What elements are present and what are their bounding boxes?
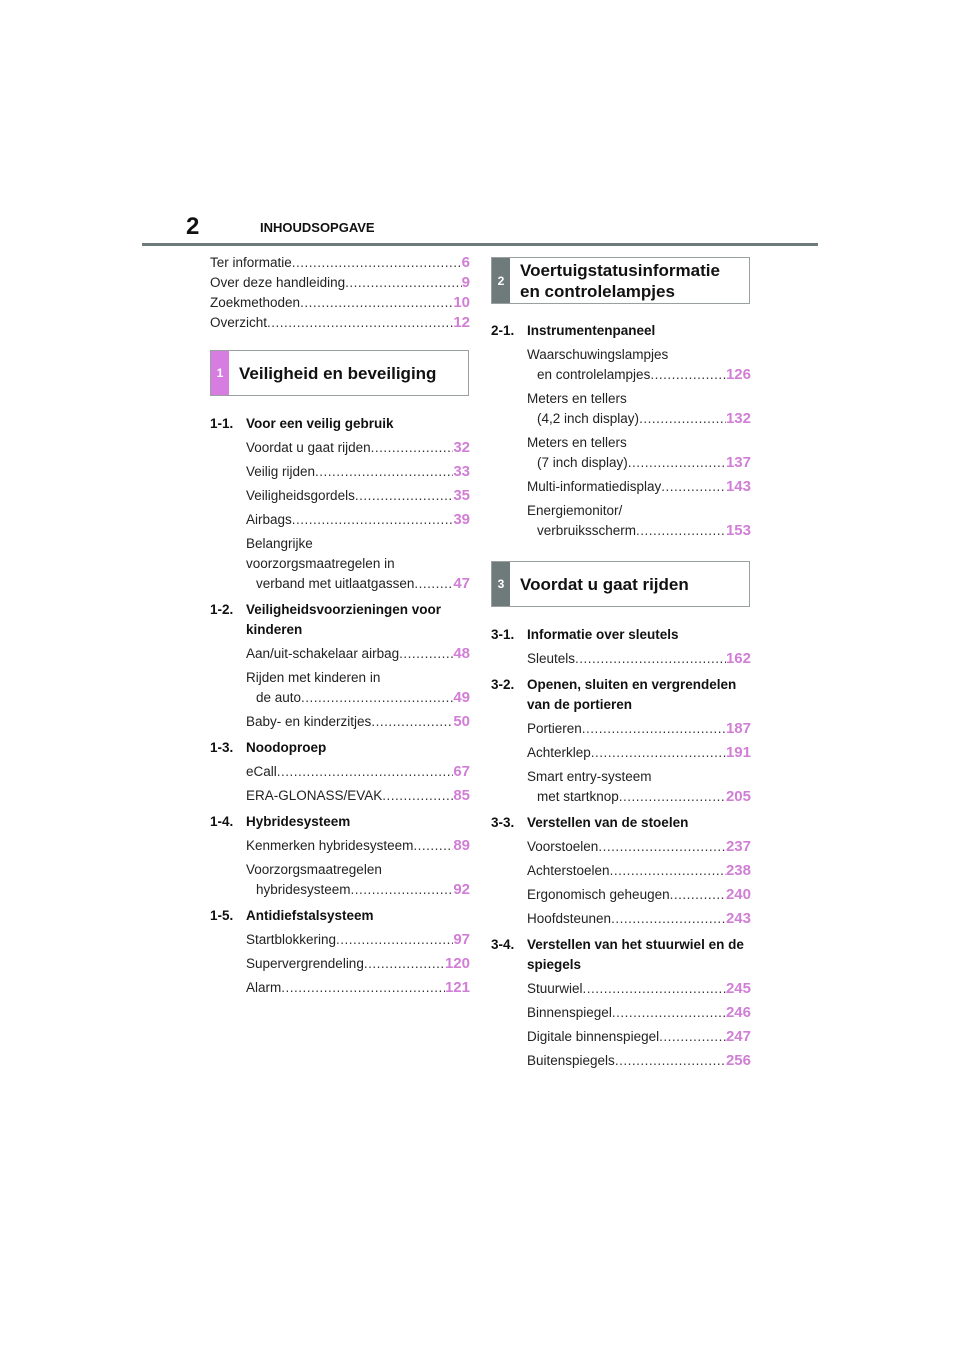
entry-title: Voorstoelen (527, 839, 599, 854)
toc-entry-block (527, 885, 751, 905)
toc-entry-block (527, 345, 751, 385)
chapter-3 (491, 561, 751, 1071)
section-number: 1-3. (210, 740, 234, 755)
chapter-tab: 2 (492, 258, 510, 303)
toc-entry[interactable] (246, 644, 470, 664)
section-heading[interactable] (210, 906, 470, 926)
entry-title: Digitale binnenspiegel (527, 1029, 660, 1044)
entry-title: Portieren (527, 721, 582, 736)
section-number: 1-2. (210, 602, 234, 617)
entry-page-number[interactable]: 245 (725, 980, 751, 997)
section-number: 1-5. (210, 908, 234, 923)
toc-entry[interactable] (246, 574, 470, 594)
entry-page-number[interactable]: 89 (453, 837, 470, 854)
entry-page-number[interactable]: 48 (453, 645, 470, 662)
entry-title: Voordat u gaat rijden (246, 440, 371, 455)
dot-leader (661, 477, 726, 497)
toc-entry-block (246, 954, 470, 974)
toc-entry-block (527, 477, 751, 497)
entry-title: verband met uitlaatgassen (256, 576, 415, 591)
section-title: Instrumentenpaneel (527, 323, 656, 338)
dot-leader (612, 1003, 726, 1023)
toc-entry-block (527, 501, 751, 541)
entry-title: Alarm (246, 980, 282, 995)
toc-entry-block (246, 786, 470, 806)
entry-page-number[interactable]: 240 (725, 886, 751, 903)
toc-entry-block (246, 668, 470, 708)
entry-page-number[interactable]: 238 (725, 862, 751, 879)
toc-entry-block (246, 930, 470, 950)
entry-title: Achterstoelen (527, 863, 610, 878)
entry-page-number[interactable]: 137 (725, 454, 751, 471)
entry-page-number[interactable]: 256 (725, 1052, 751, 1069)
entry-title: ERA-GLONASS/EVAK (246, 788, 383, 803)
toc-column-left (210, 253, 470, 998)
toc-entry-block (246, 978, 470, 998)
section-title: Antidiefstalsysteem (246, 908, 374, 923)
dot-leader (399, 644, 453, 664)
toc-entry[interactable] (527, 1027, 751, 1047)
entry-title: de auto (256, 690, 302, 705)
toc-column-right (491, 257, 751, 1071)
toc-entry-block (246, 860, 470, 900)
entry-title-line: Waarschuwingslampjes (527, 347, 669, 362)
toc-entry[interactable] (527, 743, 751, 763)
dot-leader (277, 762, 454, 782)
dot-leader (575, 649, 726, 669)
entry-page-number[interactable]: 32 (453, 439, 470, 456)
dot-leader (639, 409, 726, 429)
entry-page-number[interactable]: 121 (444, 979, 470, 996)
section-title: Verstellen van het stuurwiel en de spiegels (527, 937, 744, 972)
section-heading[interactable] (210, 812, 470, 832)
dot-leader (628, 453, 726, 473)
dot-leader (292, 253, 462, 273)
toc-entry[interactable] (527, 979, 751, 999)
intro-list (210, 253, 470, 333)
toc-entry-block (527, 1027, 751, 1047)
entry-title-line: Rijden met kinderen in (246, 670, 381, 685)
chapter-title: Voordat u gaat rijden (520, 574, 689, 594)
toc-entry[interactable] (246, 954, 470, 974)
entry-title: verbruiksscherm (537, 523, 637, 538)
section-title: Noodoproep (246, 740, 327, 755)
section-heading[interactable] (491, 625, 751, 645)
dot-leader (414, 574, 453, 594)
toc-entry[interactable] (527, 787, 751, 807)
section-number: 2-1. (491, 323, 515, 338)
toc-entry[interactable] (246, 486, 470, 506)
entry-title: met startknop (537, 789, 619, 804)
section-heading[interactable] (210, 600, 470, 640)
entry-page-number[interactable]: 153 (725, 522, 751, 539)
dot-leader (611, 909, 726, 929)
entry-title: hybridesysteem (256, 882, 351, 897)
entry-title: Multi-informatiedisplay (527, 479, 662, 494)
toc-entry[interactable] (527, 719, 751, 739)
entry-page-number[interactable]: 143 (725, 478, 751, 495)
dot-leader (292, 510, 454, 530)
toc-entry[interactable] (246, 462, 470, 482)
dot-leader (345, 273, 462, 293)
toc-entry-block (527, 1003, 751, 1023)
toc-entry-block (246, 712, 470, 732)
entry-title: (7 inch display) (537, 455, 628, 470)
dot-leader (619, 787, 726, 807)
toc-entry[interactable] (210, 253, 470, 273)
chapter-tab: 1 (211, 351, 229, 395)
section-title: Openen, sluiten en vergrendelen van de portieren (527, 677, 737, 712)
dot-leader (636, 521, 726, 541)
toc-entry-block (246, 486, 470, 506)
entry-title-line: Belangrijke (246, 536, 313, 551)
entry-title: Zoekmethoden (210, 295, 301, 310)
entry-title: Sleutels (527, 651, 576, 666)
entry-page-number[interactable]: 92 (453, 881, 470, 898)
entry-page-number[interactable]: 10 (453, 294, 470, 311)
dot-leader (315, 462, 453, 482)
entry-page-number[interactable]: 120 (444, 955, 470, 972)
toc-entry[interactable] (527, 861, 751, 881)
section-title: Hybridesysteem (246, 814, 351, 829)
entry-page-number[interactable]: 39 (453, 511, 470, 528)
dot-leader (582, 719, 726, 739)
dot-leader (371, 712, 453, 732)
dot-leader (336, 930, 453, 950)
toc-entry-block (246, 534, 470, 594)
toc-entry-block (527, 979, 751, 999)
entry-page-number[interactable]: 97 (453, 931, 470, 948)
toc-entry[interactable] (210, 293, 470, 313)
entry-page-number[interactable]: 126 (725, 366, 751, 383)
chapter-box (491, 257, 750, 304)
dot-leader (583, 979, 726, 999)
entry-page-number[interactable]: 246 (725, 1004, 751, 1021)
section-number: 3-1. (491, 627, 515, 642)
dot-leader (659, 1027, 726, 1047)
section-heading[interactable] (491, 321, 751, 341)
section-number: 3-4. (491, 937, 515, 952)
entry-page-number[interactable]: 243 (725, 910, 751, 927)
toc-entry-block (527, 743, 751, 763)
entry-page-number[interactable]: 67 (453, 763, 470, 780)
dot-leader (301, 688, 453, 708)
toc-entry[interactable] (246, 978, 470, 998)
toc-entry-block (527, 389, 751, 429)
entry-title: Startblokkering (246, 932, 337, 947)
entry-title: en controlelampjes (537, 367, 651, 382)
entry-page-number[interactable]: 162 (725, 650, 751, 667)
toc-entry[interactable] (210, 313, 470, 333)
entry-title-line: Energiemonitor/ (527, 503, 623, 518)
entry-title: Ergonomisch geheugen (527, 887, 670, 902)
dot-leader (591, 743, 726, 763)
toc-entry[interactable] (246, 762, 470, 782)
toc-entry[interactable] (246, 712, 470, 732)
section-title: Informatie over sleutels (527, 627, 679, 642)
toc-entry-block (246, 438, 470, 458)
section-heading[interactable] (491, 675, 751, 715)
toc-entry[interactable] (527, 1051, 751, 1071)
entry-page-number[interactable]: 12 (453, 314, 470, 331)
dot-leader (382, 786, 453, 806)
entry-title: Supervergrendeling (246, 956, 364, 971)
toc-entry[interactable] (527, 365, 751, 385)
toc-entry-block (527, 837, 751, 857)
dot-leader (300, 293, 453, 313)
entry-title: Stuurwiel (527, 981, 583, 996)
toc-entry[interactable] (527, 885, 751, 905)
dot-leader (351, 880, 454, 900)
toc-entry[interactable] (527, 453, 751, 473)
chapter-box (491, 561, 750, 607)
entry-title-line: voorzorgsmaatregelen in (246, 556, 395, 571)
toc-entry-block (246, 644, 470, 664)
entry-title: Aan/uit-schakelaar airbag (246, 646, 400, 661)
entry-page-number[interactable]: 191 (725, 744, 751, 761)
entry-title: Overzicht (210, 315, 268, 330)
toc-entry-block (527, 909, 751, 929)
entry-page-number[interactable]: 132 (725, 410, 751, 427)
toc-entry-block (246, 510, 470, 530)
chapter-tab: 3 (492, 562, 510, 606)
section-title: Verstellen van de stoelen (527, 815, 689, 830)
toc-entry[interactable] (246, 510, 470, 530)
toc-entry[interactable] (210, 273, 470, 293)
dot-leader (615, 1051, 726, 1071)
entry-title: Ter informatie (210, 255, 292, 270)
running-title: INHOUDSOPGAVE (260, 220, 375, 235)
entry-title: eCall (246, 764, 277, 779)
toc-entry-block (527, 861, 751, 881)
entry-title-line: Voorzorgsmaatregelen (246, 862, 382, 877)
entry-page-number[interactable]: 9 (461, 274, 470, 291)
toc-entry[interactable] (527, 1003, 751, 1023)
section-title: Voor een veilig gebruik (246, 416, 394, 431)
entry-page-number[interactable]: 6 (461, 254, 470, 271)
section-heading[interactable] (210, 738, 470, 758)
entry-title: Hoofdsteunen (527, 911, 612, 926)
entry-title: Veiligheidsgordels (246, 488, 355, 503)
entry-page-number[interactable]: 187 (725, 720, 751, 737)
dot-leader (364, 954, 445, 974)
chapter-1 (210, 350, 470, 998)
entry-page-number[interactable]: 49 (453, 689, 470, 706)
toc-entry-block (527, 719, 751, 739)
entry-title: Airbags (246, 512, 292, 527)
toc-entry[interactable] (246, 786, 470, 806)
entry-title: Baby- en kinderzitjes (246, 714, 372, 729)
section-heading[interactable] (491, 813, 751, 833)
toc-entry[interactable] (527, 909, 751, 929)
toc-entry[interactable] (246, 880, 470, 900)
entry-title: Veilig rijden (246, 464, 316, 479)
entry-page-number[interactable]: 237 (725, 838, 751, 855)
entry-title: Buitenspiegels (527, 1053, 615, 1068)
toc-entry[interactable] (527, 477, 751, 497)
section-number: 1-4. (210, 814, 234, 829)
dot-leader (413, 836, 453, 856)
section-heading[interactable] (210, 414, 470, 434)
toc-entry[interactable] (527, 649, 751, 669)
entry-page-number[interactable]: 47 (453, 575, 470, 592)
toc-entry[interactable] (246, 836, 470, 856)
chapter-box (210, 350, 469, 396)
entry-title: Over deze handleiding (210, 275, 346, 290)
entry-title-line: Meters en tellers (527, 391, 627, 406)
entry-title: Binnenspiegel (527, 1005, 612, 1020)
toc-entry[interactable] (527, 409, 751, 429)
page-number: 2 (186, 213, 200, 240)
section-number: 1-1. (210, 416, 234, 431)
toc-entry-block (246, 462, 470, 482)
toc-entry-block (527, 649, 751, 669)
section-heading[interactable] (491, 935, 751, 975)
section-number: 3-3. (491, 815, 515, 830)
entry-title: Kenmerken hybridesysteem (246, 838, 414, 853)
toc-entry[interactable] (246, 930, 470, 950)
header-rule (142, 243, 818, 246)
entry-page-number[interactable]: 50 (453, 713, 470, 730)
entry-title-line: Meters en tellers (527, 435, 627, 450)
toc-entry-block (527, 1051, 751, 1071)
section-number: 3-2. (491, 677, 515, 692)
entry-title: Achterklep (527, 745, 591, 760)
dot-leader (267, 313, 453, 333)
entry-page-number[interactable]: 33 (453, 463, 470, 480)
dot-leader (610, 861, 726, 881)
chapter-title: Veiligheid en beveiliging (239, 363, 437, 383)
dot-leader (371, 438, 454, 458)
dot-leader (281, 978, 445, 998)
toc-entry-block (246, 836, 470, 856)
toc-entry-block (246, 762, 470, 782)
entry-page-number[interactable]: 35 (453, 487, 470, 504)
entry-title-line: Smart entry-systeem (527, 769, 652, 784)
dot-leader (355, 486, 453, 506)
dot-leader (650, 365, 726, 385)
toc-entry[interactable] (246, 688, 470, 708)
entry-page-number[interactable]: 247 (725, 1028, 751, 1045)
dot-leader (670, 885, 726, 905)
entry-page-number[interactable]: 85 (453, 787, 470, 804)
chapter-2 (491, 257, 751, 541)
toc-entry[interactable] (527, 837, 751, 857)
toc-entry[interactable] (246, 438, 470, 458)
chapter-title: Voertuigstatusinformatie en controlelampjes (520, 260, 720, 301)
section-title: Veiligheidsvoorzieningen voor kinderen (246, 602, 442, 637)
toc-entry-block (527, 433, 751, 473)
entry-page-number[interactable]: 205 (725, 788, 751, 805)
toc-entry-block (527, 767, 751, 807)
dot-leader (598, 837, 726, 857)
entry-title: (4,2 inch display) (537, 411, 640, 426)
toc-entry[interactable] (527, 521, 751, 541)
